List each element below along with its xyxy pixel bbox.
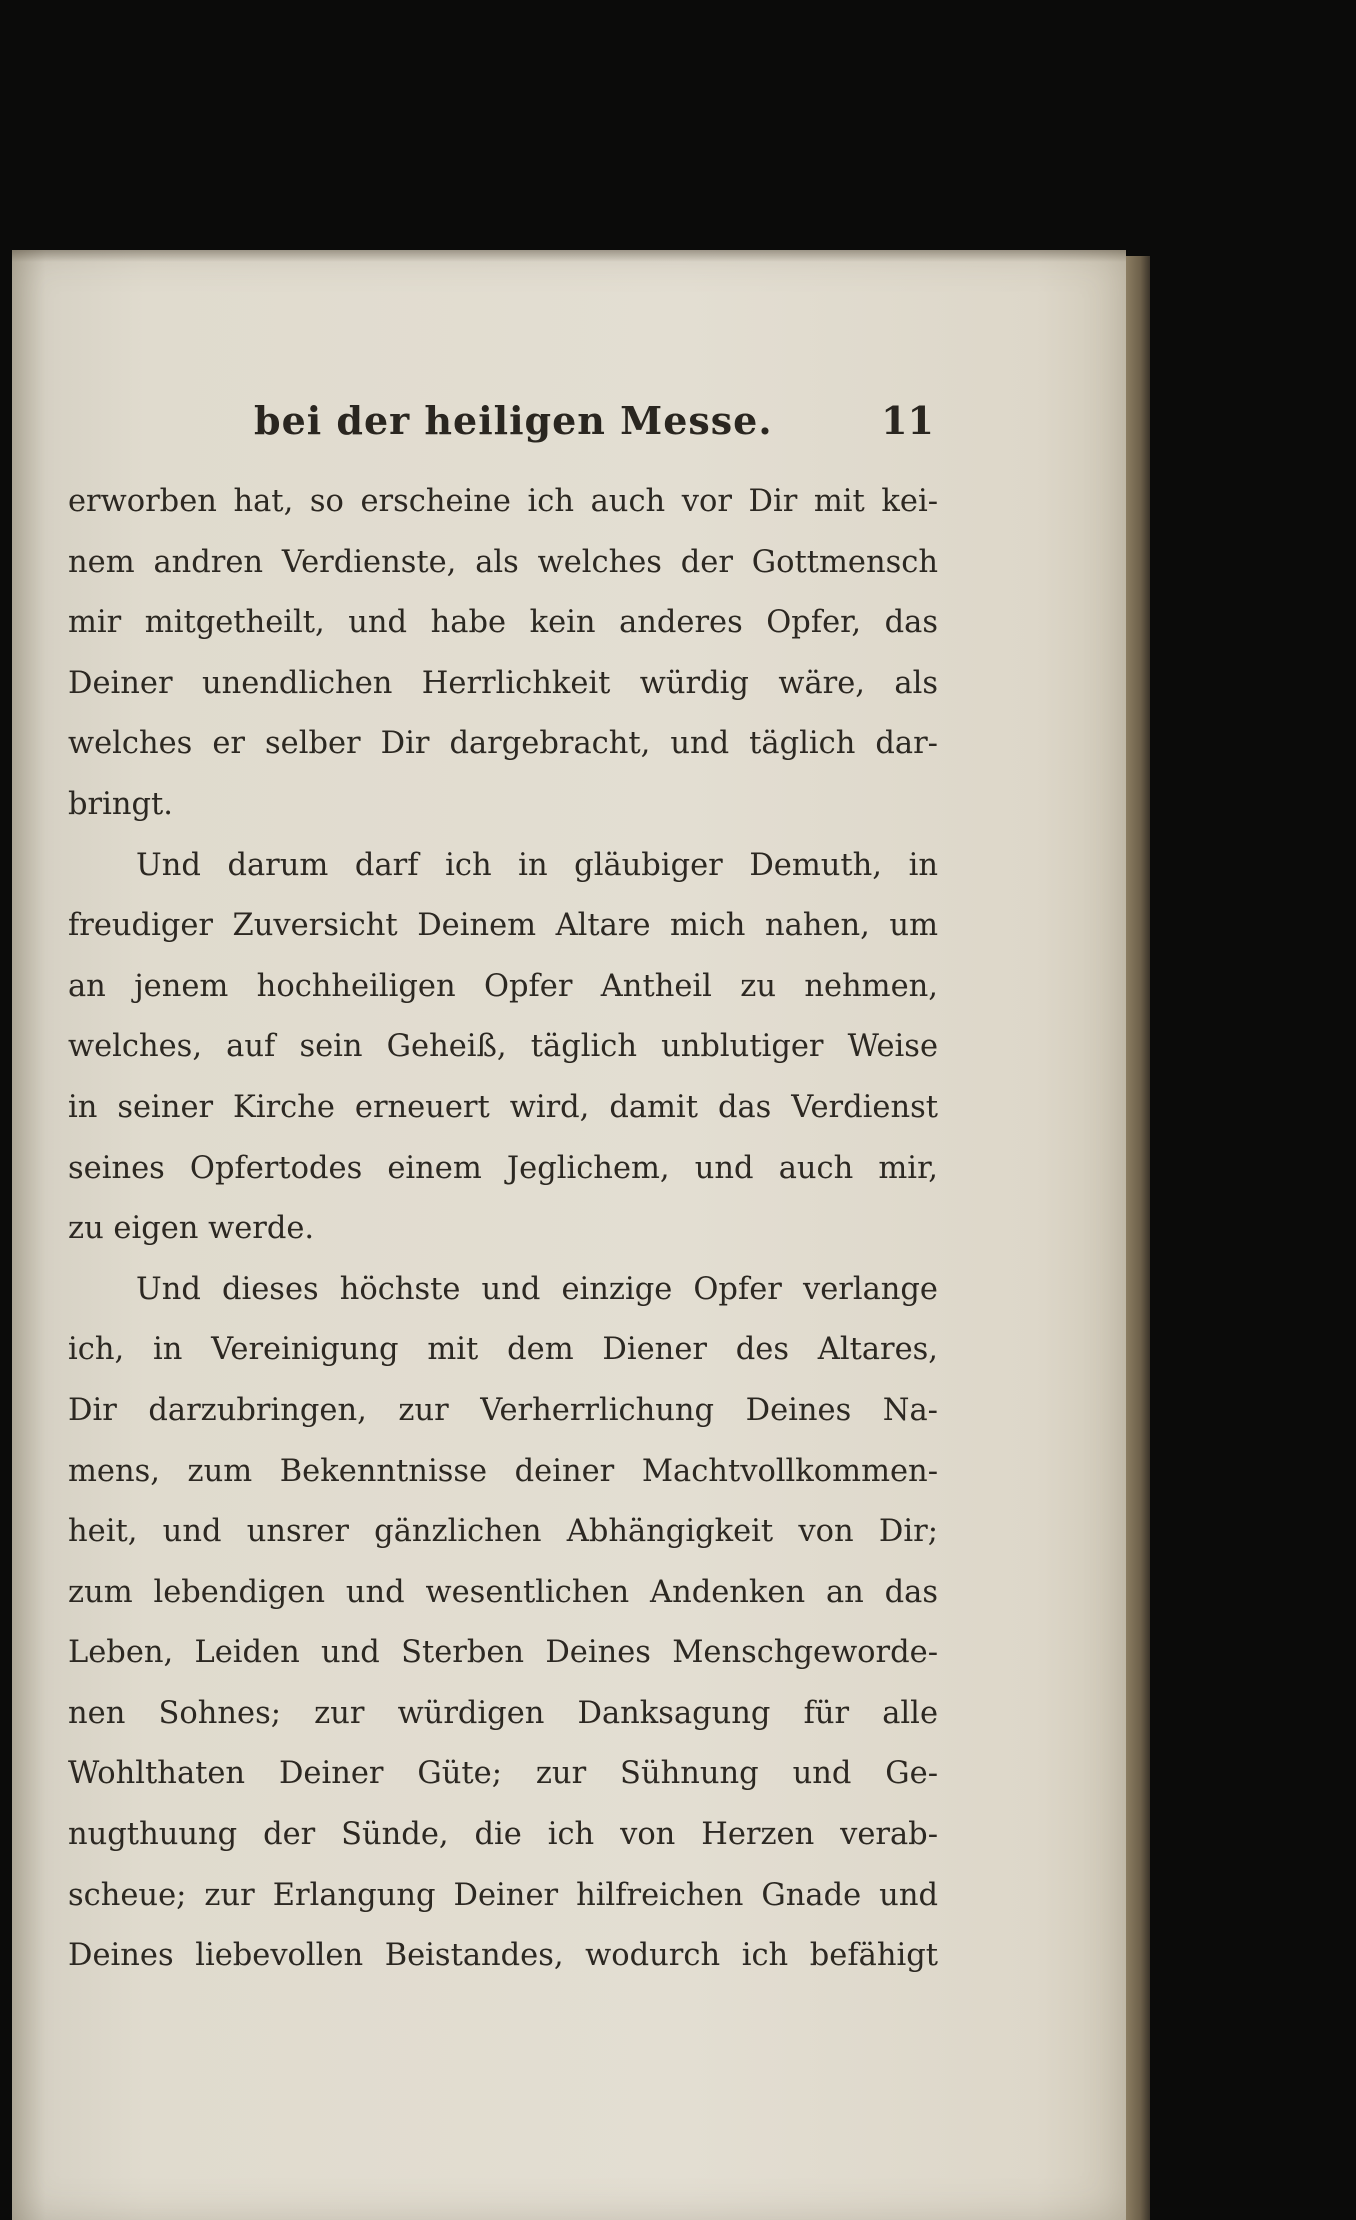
text-line: Und darum darf ich in gläubiger Demuth, in — [136, 847, 938, 883]
text-line: an jenem hochheiligen Opfer Antheil zu nehmen, — [68, 968, 938, 1004]
text-line: Leben, Leiden und Sterben Deines Menschgeworde- — [68, 1635, 938, 1671]
page-top-shadow — [12, 250, 1126, 262]
text-line: Dir darzubringen, zur Verherrlichung Deines Na- — [68, 1392, 938, 1428]
text-line: Und dieses höchste und einzige Opfer verlange — [136, 1271, 938, 1307]
text-line: scheue; zur Erlangung Deiner hilfreichen Gnade und — [68, 1877, 938, 1913]
text-line: Wohlthaten Deiner Güte; zur Sühnung und Ge- — [68, 1756, 938, 1792]
text-line: ich, in Vereinigung mit dem Diener des Altares, — [68, 1332, 938, 1368]
page-edge — [1126, 256, 1150, 2220]
text-line: welches, auf sein Geheiß, täglich unblutiger Weise — [68, 1029, 938, 1065]
page-number: 11 — [881, 398, 934, 443]
text-line: bringt. — [68, 786, 173, 822]
text-line: welches er selber Dir dargebracht, und täglich dar- — [68, 726, 938, 762]
text-line: nen Sohnes; zur würdigen Danksagung für alle — [68, 1695, 938, 1731]
text-line: heit, und unsrer gänzlichen Abhängigkeit von Dir; — [68, 1514, 938, 1550]
page-header — [244, 398, 934, 458]
text-line: seines Opfertodes einem Jeglichem, und auch mir, — [68, 1150, 938, 1186]
text-line: nem andren Verdienste, als welches der Gottmensch — [68, 544, 938, 580]
text-line: Deiner unendlichen Herrlichkeit würdig wäre, als — [68, 665, 938, 701]
text-line: Deines liebevollen Beistandes, wodurch ich befähigt — [68, 1938, 938, 1974]
text-line: in seiner Kirche erneuert wird, damit das Verdienst — [68, 1089, 938, 1125]
running-head: bei der heiligen Messe. — [254, 398, 773, 443]
text-line: mens, zum Bekenntnisse deiner Machtvollkommen- — [68, 1453, 938, 1489]
text-line: erworben hat, so erscheine ich auch vor Dir mit kei- — [68, 484, 938, 519]
text-line: mir mitgetheilt, und habe kein anderes Opfer, das — [68, 605, 938, 641]
text-line: nugthuung der Sünde, die ich von Herzen verab- — [68, 1817, 938, 1853]
book-page — [12, 250, 1126, 2220]
text-line: zum lebendigen und wesentlichen Andenken an das — [68, 1574, 938, 1610]
body-text — [68, 472, 938, 1987]
text-line: zu eigen werde. — [68, 1211, 315, 1247]
text-line: freudiger Zuversicht Deinem Altare mich nahen, um — [68, 908, 938, 944]
